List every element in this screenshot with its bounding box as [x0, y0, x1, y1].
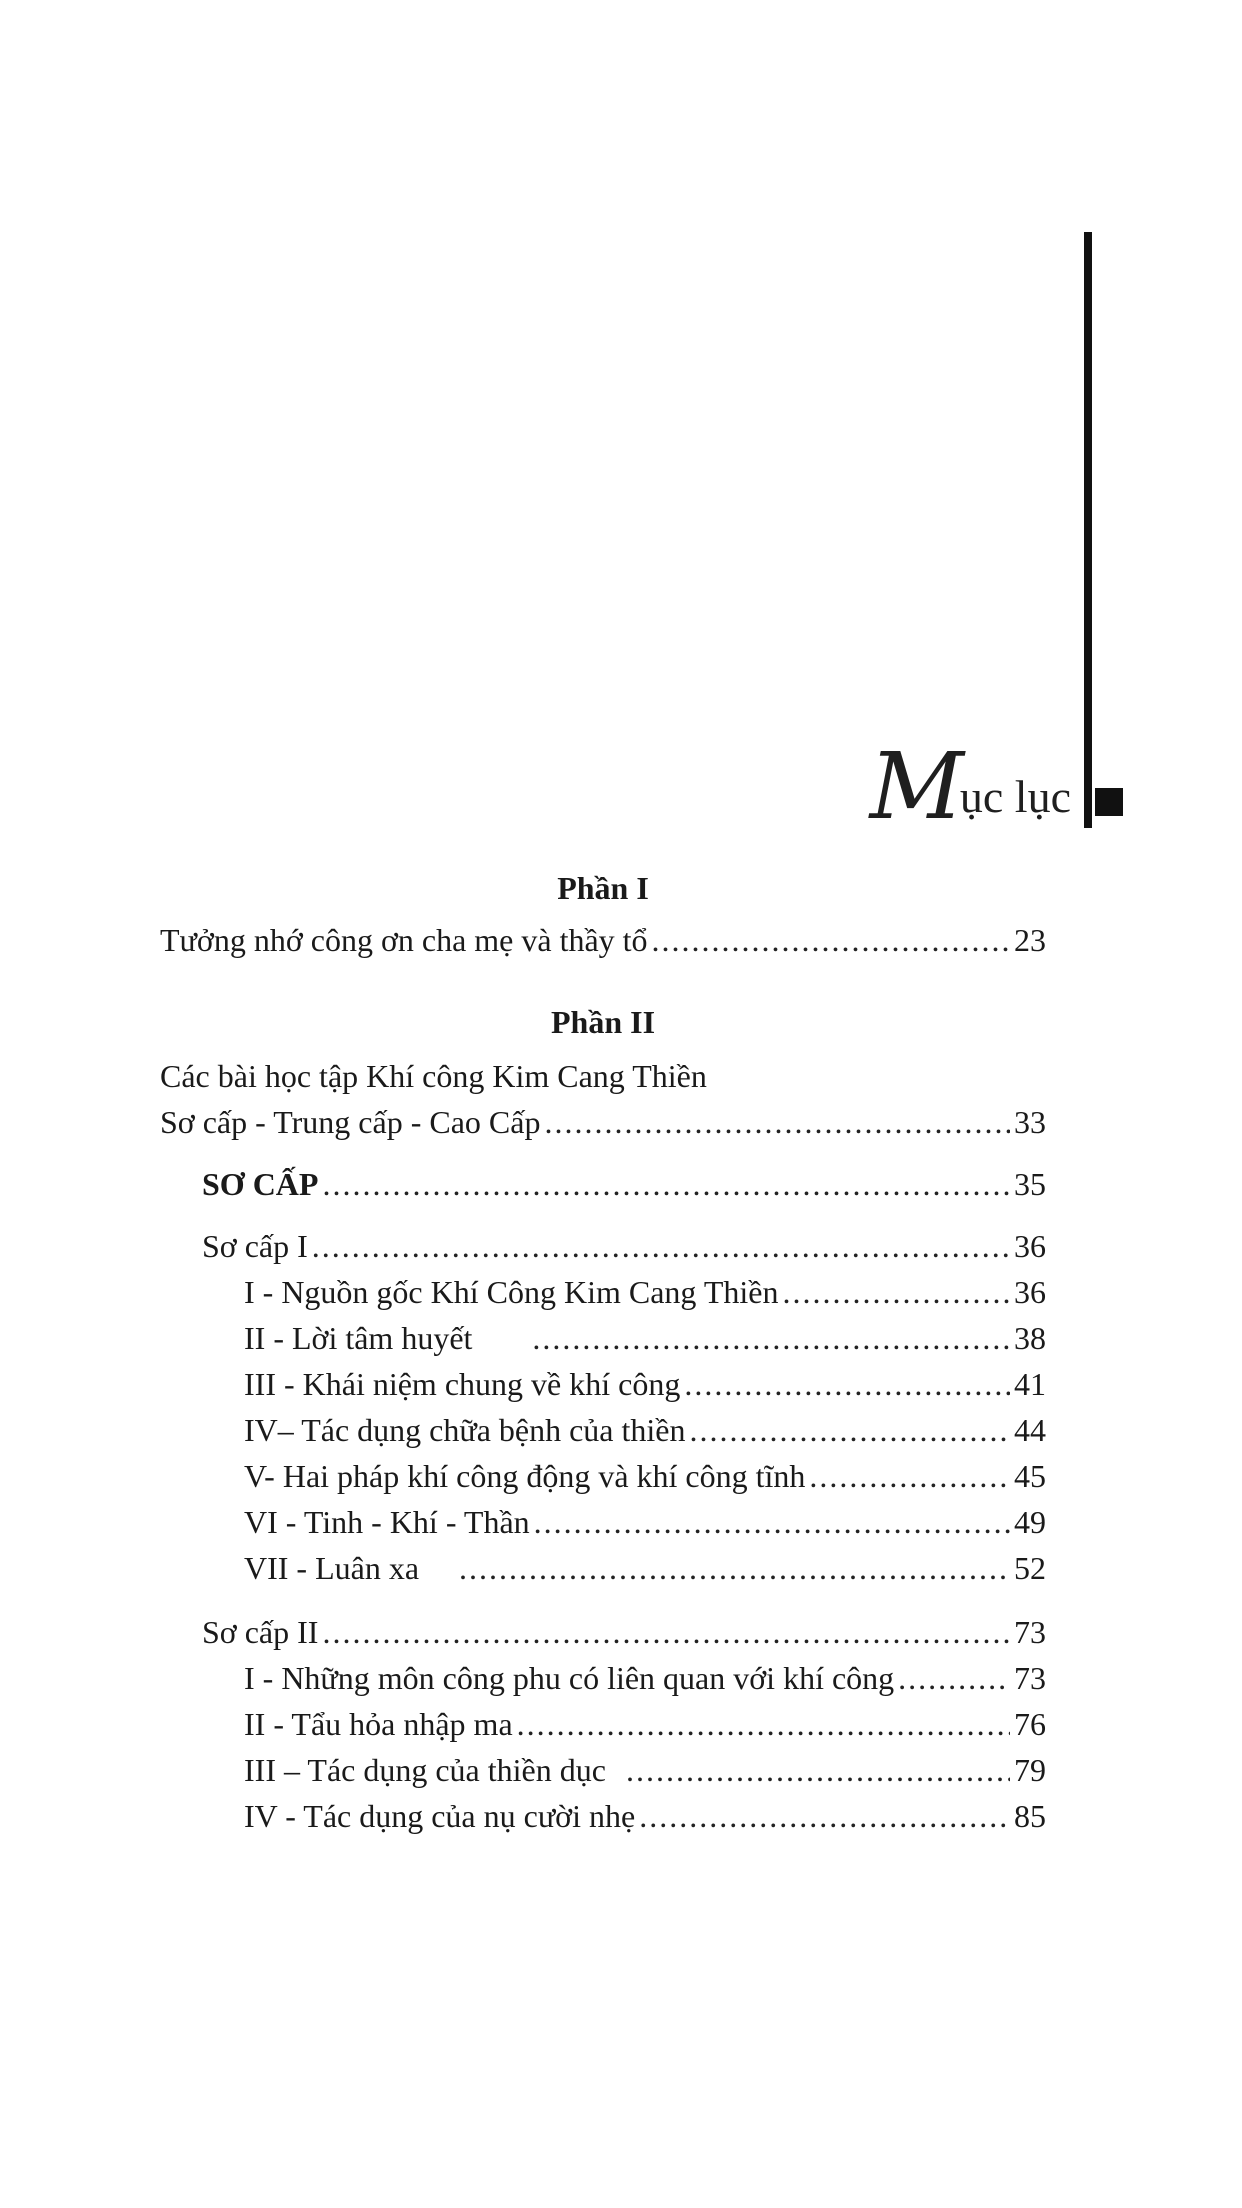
leader-dots — [626, 1748, 1010, 1792]
toc-entry-label: II - Lời tâm huyết — [244, 1320, 473, 1356]
leader-dots — [322, 1610, 1010, 1654]
toc-item[interactable] — [244, 1270, 1046, 1314]
leader-dots — [544, 1100, 1010, 1144]
toc-entry-page: 38 — [1014, 1320, 1046, 1356]
toc-entry-page: 79 — [1014, 1752, 1046, 1788]
toc-item[interactable] — [244, 1702, 1046, 1746]
page-title-initial: M — [869, 733, 964, 840]
leader-dots — [898, 1656, 1010, 1700]
leader-dots — [809, 1454, 1010, 1498]
toc-entry[interactable] — [160, 1100, 1046, 1144]
toc-entry-label: Sơ cấp I — [202, 1228, 308, 1264]
leader-dots — [652, 918, 1010, 962]
toc-entry[interactable] — [160, 918, 1046, 962]
toc-item[interactable] — [244, 1316, 1046, 1360]
toc-entry-page: 76 — [1014, 1706, 1046, 1742]
toc-entry-page: 85 — [1014, 1798, 1046, 1834]
toc-entry-label: V- Hai pháp khí công động và khí công tĩnh — [244, 1458, 806, 1494]
page-title-rest: ục lục — [959, 771, 1071, 822]
toc-entry-page: 49 — [1014, 1504, 1046, 1540]
toc-entry-label: III – Tác dụng của thiền dục — [244, 1752, 606, 1788]
toc-item[interactable] — [244, 1408, 1046, 1452]
part-2-intro-line: Các bài học tập Khí công Kim Cang Thiền — [160, 1058, 707, 1094]
toc-entry-page: 36 — [1014, 1228, 1046, 1264]
toc-item[interactable] — [244, 1656, 1046, 1700]
toc-entry-label: Sơ cấp II — [202, 1614, 319, 1650]
page-title — [869, 733, 1071, 840]
toc-entry-page: 45 — [1014, 1458, 1046, 1494]
toc-entry-page: 35 — [1014, 1166, 1046, 1202]
toc-entry-page: 33 — [1014, 1104, 1046, 1140]
toc-item[interactable] — [244, 1362, 1046, 1406]
toc-entry-label: VI - Tinh - Khí - Thần — [244, 1504, 530, 1540]
toc-entry-label: I - Những môn công phu có liên quan với khí công — [244, 1660, 895, 1696]
toc-entry-page: 36 — [1014, 1274, 1046, 1310]
leader-dots — [639, 1794, 1010, 1838]
leader-dots — [534, 1500, 1010, 1544]
toc-item[interactable] — [244, 1748, 1046, 1792]
toc-entry-label: III - Khái niệm chung về khí công — [244, 1366, 681, 1402]
toc-entry-label: Tưởng nhớ công ơn cha mẹ và thầy tổ — [160, 922, 648, 958]
toc-entry-label: VII - Luân xa — [244, 1550, 420, 1586]
leader-dots — [689, 1408, 1010, 1452]
leader-dots — [532, 1316, 1010, 1360]
toc-entry-label: I - Nguồn gốc Khí Công Kim Cang Thiền — [244, 1274, 779, 1310]
toc-subsection-so-cap-1[interactable] — [202, 1224, 1046, 1268]
toc-entry-page: 44 — [1014, 1412, 1046, 1448]
toc-subsection-so-cap-2[interactable] — [202, 1610, 1046, 1654]
toc-entry-page: 73 — [1014, 1614, 1046, 1650]
toc-entry-page: 41 — [1014, 1366, 1046, 1402]
decorative-vertical-rule — [1084, 232, 1092, 828]
leader-dots — [322, 1162, 1010, 1206]
leader-dots — [684, 1362, 1010, 1406]
toc-item[interactable] — [244, 1454, 1046, 1498]
toc-section-so-cap[interactable] — [202, 1162, 1046, 1206]
leader-dots — [312, 1224, 1010, 1268]
toc-entry-page: 52 — [1014, 1550, 1046, 1586]
toc-entry-label: II - Tẩu hỏa nhập ma — [244, 1706, 513, 1742]
leader-dots — [459, 1546, 1010, 1590]
toc-entry-page: 23 — [1014, 922, 1046, 958]
toc-entry-label: Sơ cấp - Trung cấp - Cao Cấp — [160, 1104, 541, 1140]
leader-dots — [782, 1270, 1010, 1314]
toc-item[interactable] — [244, 1546, 1046, 1590]
toc-item[interactable] — [244, 1500, 1046, 1544]
part-1-heading: Phần I — [557, 870, 649, 906]
part-2-heading: Phần II — [550, 1004, 656, 1040]
decorative-square — [1095, 788, 1123, 816]
toc-item[interactable] — [244, 1794, 1046, 1838]
toc-entry-page: 73 — [1014, 1660, 1046, 1696]
toc-entry-label: IV– Tác dụng chữa bệnh của thiền — [244, 1412, 686, 1448]
toc-entry-label: SƠ CẤP — [202, 1166, 319, 1202]
leader-dots — [517, 1702, 1010, 1746]
toc-entry-label: IV - Tác dụng của nụ cười nhẹ — [244, 1798, 636, 1834]
